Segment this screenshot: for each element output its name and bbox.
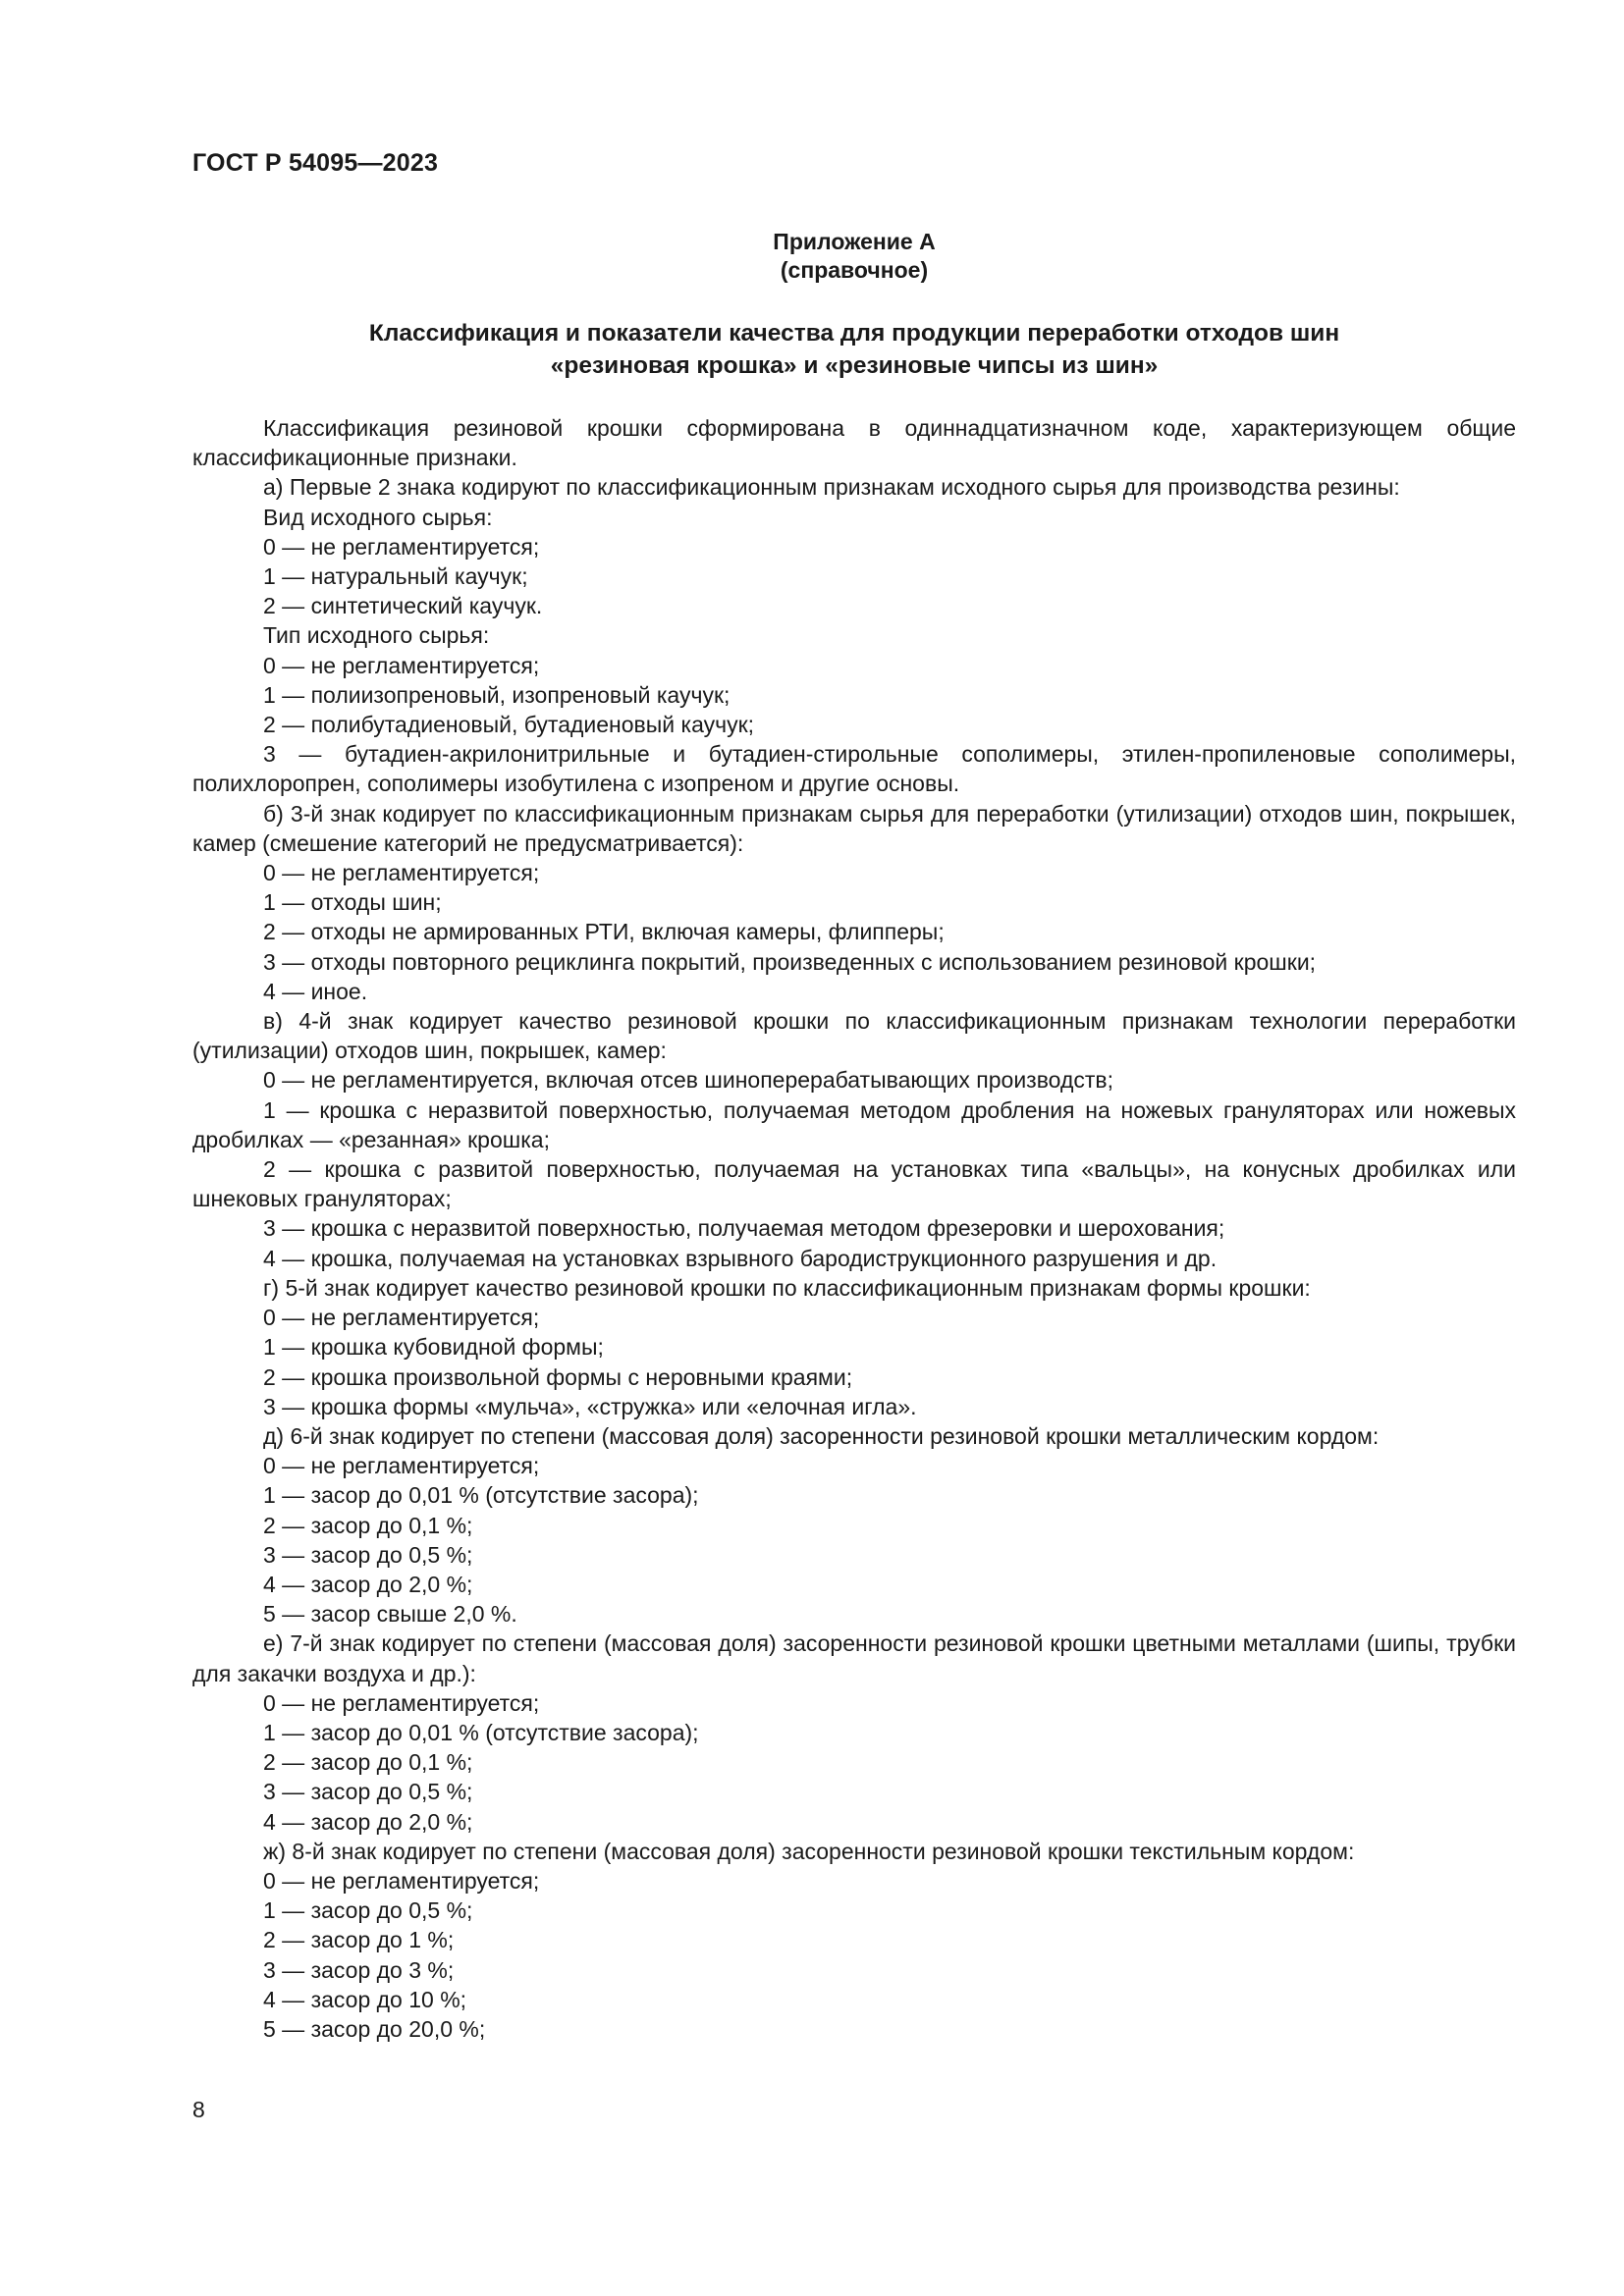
paragraph: 4 — засор до 10 %; xyxy=(263,1986,467,2012)
paragraph: 0 — не регламентируется; xyxy=(263,1305,540,1331)
paragraph: 2 — засор до 1 %; xyxy=(263,1927,455,1953)
paragraph: 0 — не регламентируется; xyxy=(263,1689,540,1716)
paragraph: 1 — натуральный каучук; xyxy=(263,563,528,590)
paragraph: 2 — крошка произвольной формы с неровными краями; xyxy=(263,1363,853,1390)
paragraph: а) Первые 2 знака кодируют по классификационным признакам исходного сырья для производства резины: xyxy=(263,474,1400,501)
paragraph: 1 — засор до 0,5 %; xyxy=(263,1897,473,1924)
paragraph: 2 — засор до 0,1 %; xyxy=(263,1512,473,1538)
paragraph: 2 — крошка с развитой поверхностью, получаемая на установках типа «вальцы», на конусных дробилках или шнековых грануляторах; xyxy=(192,1156,1516,1212)
paragraph: 3 — засор до 3 %; xyxy=(263,1956,455,1983)
annex-heading xyxy=(192,228,1516,285)
paragraph: Вид исходного сырья: xyxy=(263,504,493,530)
paragraph: 4 — крошка, получаемая на установках взрывного бародиструкционного разрушения и др. xyxy=(263,1245,1218,1271)
paragraph: 2 — синтетический каучук. xyxy=(263,593,543,619)
paragraph: 5 — засор свыше 2,0 %. xyxy=(263,1601,517,1628)
paragraph: 3 — отходы повторного рециклинга покрытий, произведенных с использованием резиновой крошки; xyxy=(263,948,1317,975)
paragraph: 1 — крошка кубовидной формы; xyxy=(263,1334,604,1361)
paragraph: 0 — не регламентируется; xyxy=(263,860,540,886)
page-number: 8 xyxy=(192,2097,205,2122)
paragraph: 3 — бутадиен-акрилонитрильные и бутадиен-стирольные сополимеры, этилен-пропиленовые сополимеры, полихлоропрен, сополимеры изобутилена с изопреном и другие основы. xyxy=(192,741,1516,797)
paragraph: е) 7-й знак кодирует по степени (массовая доля) засоренности резиновой крошки цветными металлами (шипы, трубки для закачки воздуха и др.): xyxy=(192,1630,1516,1686)
paragraph: 0 — не регламентируется; xyxy=(263,1867,540,1894)
paragraph: д) 6-й знак кодирует по степени (массовая доля) засоренности резиновой крошки металлическим кордом: xyxy=(263,1422,1380,1449)
standard-code: ГОСТ Р 54095—2023 xyxy=(192,149,439,177)
paragraph: ж) 8-й знак кодирует по степени (массовая доля) засоренности резиновой крошки текстильным кордом: xyxy=(263,1838,1355,1864)
document-title-line-1: Классификация и показатели качества для продукции переработки отходов шин xyxy=(368,320,1340,347)
paragraph: Тип исходного сырья: xyxy=(263,622,490,649)
paragraph: г) 5-й знак кодирует качество резиновой крошки по классификационным признакам формы крошки: xyxy=(263,1274,1311,1301)
paragraph: 0 — не регламентируется, включая отсев шиноперерабатывающих производств; xyxy=(263,1067,1114,1094)
paragraph: 2 — отходы не армированных РТИ, включая камеры, флипперы; xyxy=(263,919,945,945)
paragraph: 4 — иное. xyxy=(263,978,368,1004)
paragraph: 1 — засор до 0,01 % (отсутствие засора); xyxy=(263,1482,699,1509)
paragraph: Классификация резиновой крошки сформирована в одиннадцатизначном коде, характеризующем общие классификационные признаки. xyxy=(192,415,1516,471)
paragraph: 1 — крошка с неразвитой поверхностью, получаемая методом дробления на ножевых грануляторах или ножевых дробилках — «резанная» крошка; xyxy=(192,1096,1516,1152)
paragraph: 1 — засор до 0,01 % (отсутствие засора); xyxy=(263,1719,699,1745)
paragraph: 3 — крошка с неразвитой поверхностью, получаемая методом фрезеровки и шерохования; xyxy=(263,1215,1225,1242)
paragraph: 4 — засор до 2,0 %; xyxy=(263,1808,473,1835)
paragraph: 1 — полиизопреновый, изопреновый каучук; xyxy=(263,681,731,708)
paragraph: 0 — не регламентируется; xyxy=(263,1453,540,1479)
paragraph: 3 — засор до 0,5 %; xyxy=(263,1779,473,1805)
paragraph: 4 — засор до 2,0 %; xyxy=(263,1571,473,1597)
annex-title: Приложение А xyxy=(773,229,936,254)
paragraph: 3 — крошка формы «мульча», «стружка» или «елочная игла». xyxy=(263,1393,917,1419)
paragraph: 2 — засор до 0,1 %; xyxy=(263,1749,473,1776)
paragraph: 2 — полибутадиеновый, бутадиеновый каучук; xyxy=(263,712,755,738)
body-text xyxy=(192,413,1516,2044)
paragraph: в) 4-й знак кодирует качество резиновой крошки по классификационным признакам технологии переработки (утилизации) отходов шин, покрышек, камер: xyxy=(192,1008,1516,1064)
paragraph: 3 — засор до 0,5 %; xyxy=(263,1541,473,1568)
paragraph: 1 — отходы шин; xyxy=(263,889,442,916)
paragraph: 0 — не регламентируется; xyxy=(263,652,540,678)
paragraph: б) 3-й знак кодирует по классификационным признакам сырья для переработки (утилизации) отходов шин, покрышек, камер (смешение категорий не предусматривается): xyxy=(192,800,1516,856)
document-title xyxy=(192,317,1516,382)
document-title-line-2: «резиновая крошка» и «резиновые чипсы из шин» xyxy=(550,352,1159,379)
paragraph: 5 — засор до 20,0 %; xyxy=(263,2015,486,2042)
paragraph: 0 — не регламентируется; xyxy=(263,533,540,560)
annex-type: (справочное) xyxy=(780,257,929,283)
